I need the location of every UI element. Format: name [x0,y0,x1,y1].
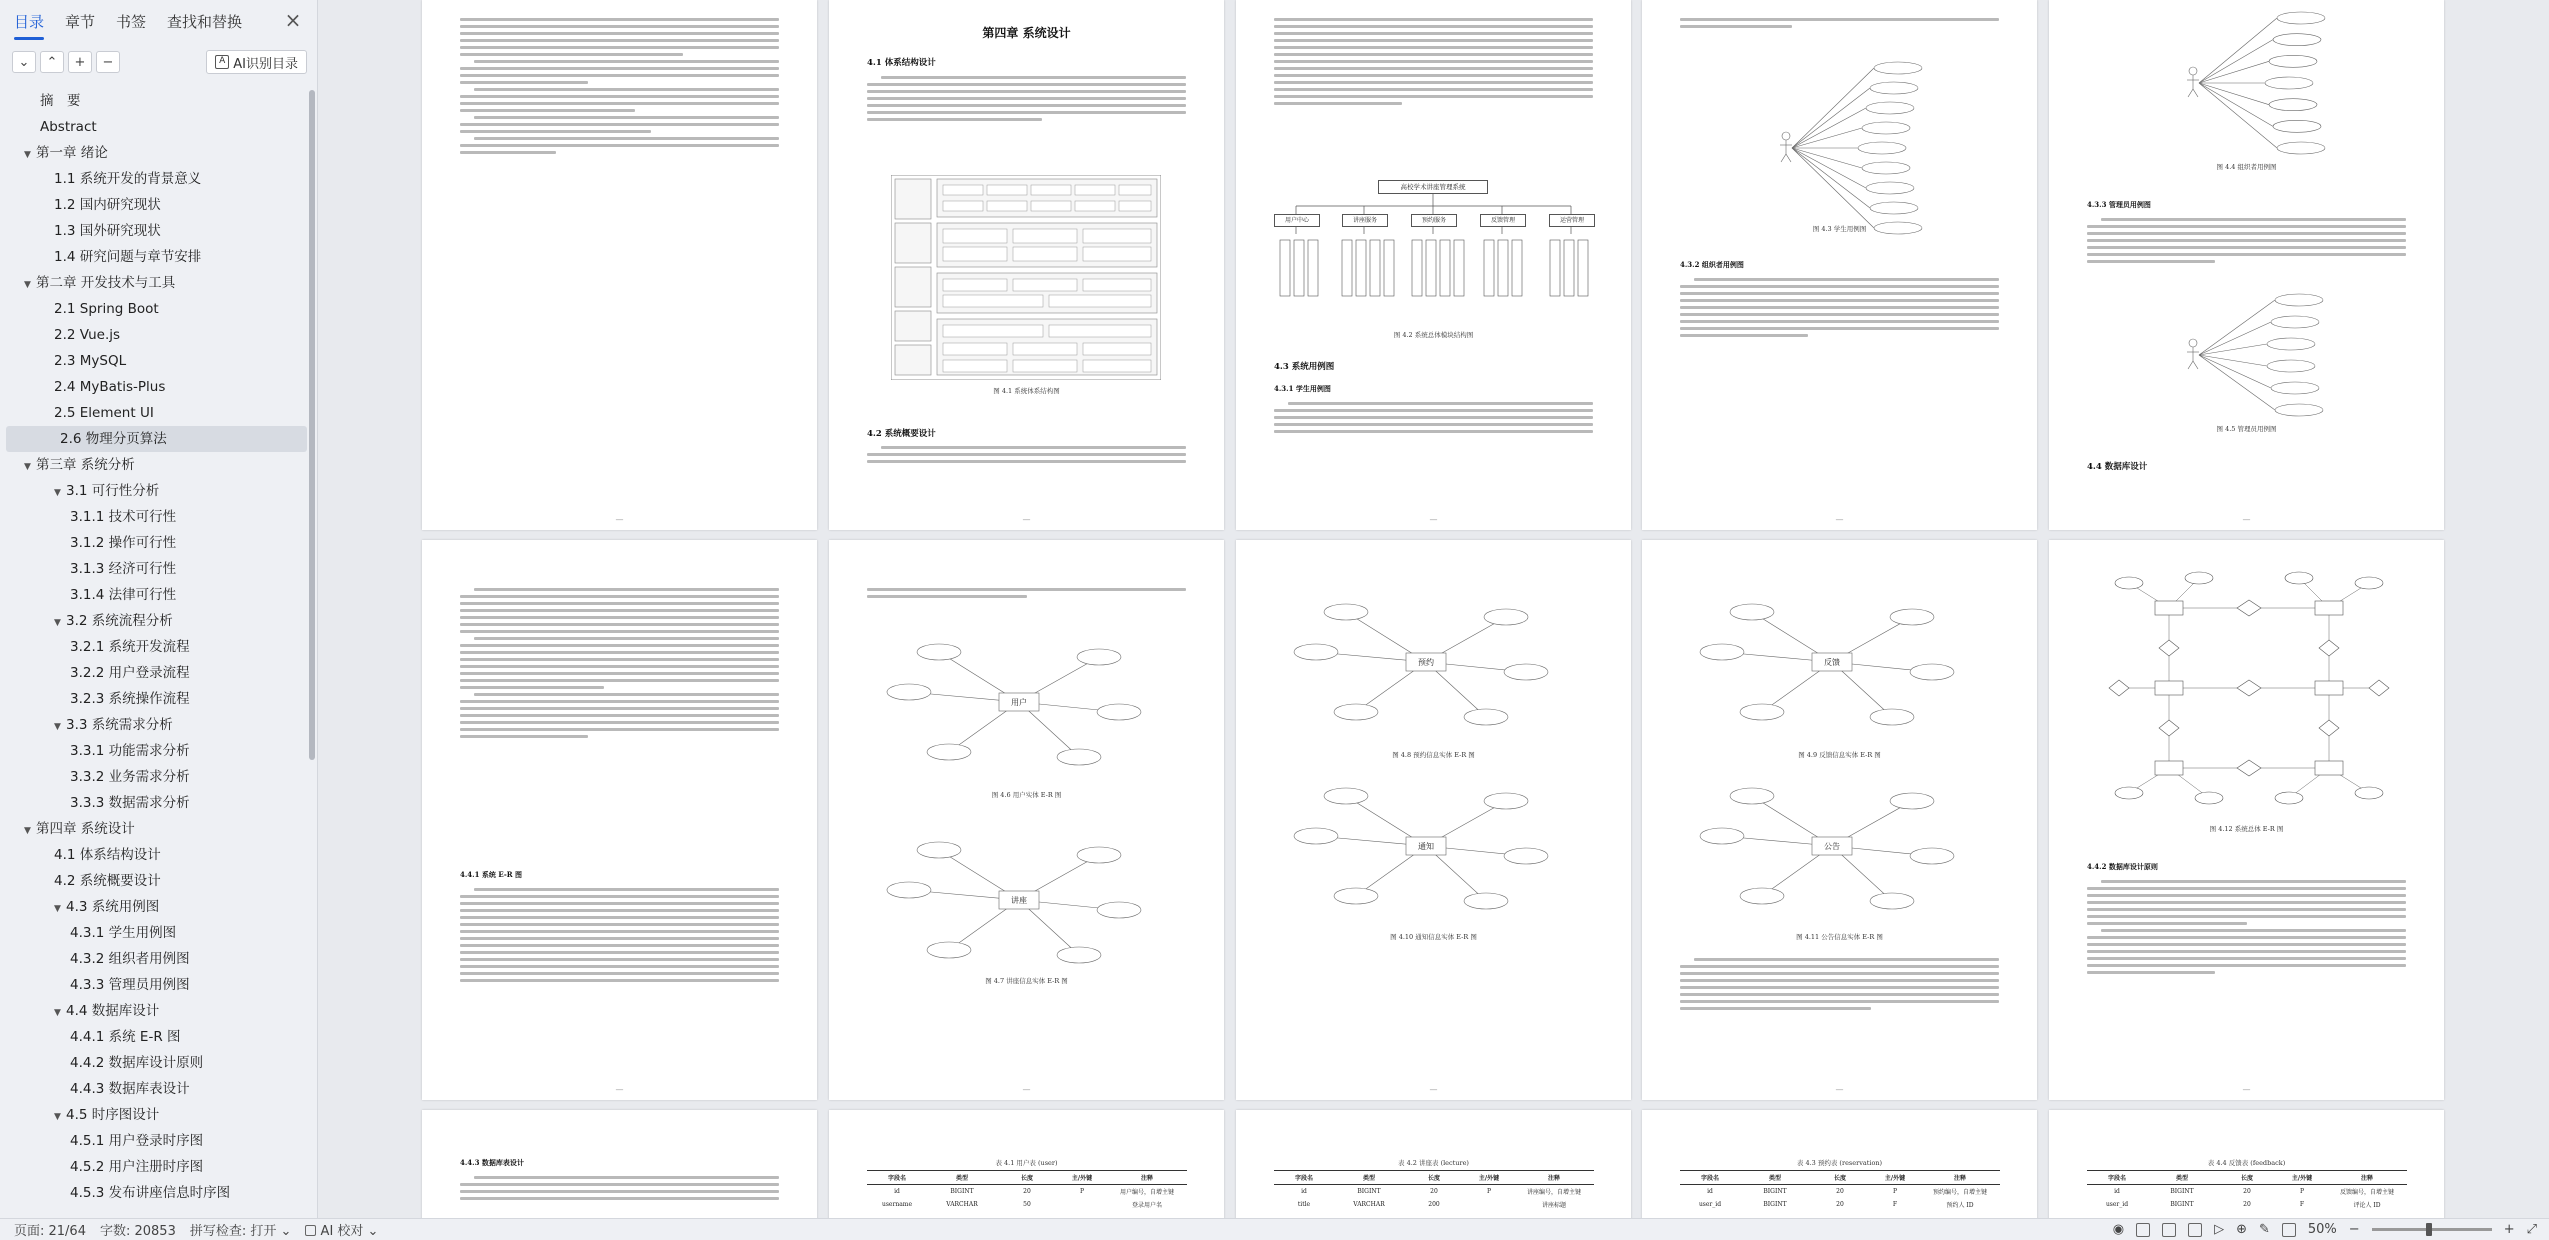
table-cell: 20 [1836,1188,1844,1195]
table-header-cell: 字段名 [1294,1175,1313,1182]
toc-item-label: 4.5.2 用户注册时序图 [70,1159,204,1175]
table-header-cell: 类型 [955,1175,968,1182]
toc-item[interactable] [0,322,317,348]
subsection-heading: 4.3.2 组织者用例图 [1680,260,1744,269]
tab-chapters[interactable]: 章节 [65,13,96,31]
table-caption: 表 4.4 反馈表 (feedback) [2207,1159,2286,1167]
document-page[interactable] [829,540,1224,1100]
toc-item[interactable] [0,816,317,842]
toc-item[interactable] [0,998,317,1024]
table-cell: user_id [2105,1201,2129,1208]
toc-item-label: 3.3.3 数据需求分析 [70,795,190,811]
figure-caption: 图 4.2 系统总体模块结构图 [1393,331,1474,339]
pen-icon[interactable]: ✎ [2258,1222,2270,1237]
toc-item[interactable] [0,270,317,296]
document-page[interactable] [2049,540,2444,1100]
page-footer-mark: — [1022,1085,1031,1094]
toc-item[interactable] [0,842,317,868]
spell-check-label: 拼写检查: 打开 [189,1224,277,1239]
page-footer-mark: — [615,515,624,524]
toc-item-label: 4.5.3 发布讲座信息时序图 [70,1185,231,1201]
table-header-cell: 字段名 [1700,1175,1719,1182]
table-caption: 表 4.3 预约表 (reservation) [1796,1159,1883,1167]
toc-item[interactable] [0,452,317,478]
toc-item-label: 3.3 系统需求分析 [66,717,173,733]
document-page[interactable] [1236,0,1631,530]
reservation-table [1680,1170,2000,1211]
toc-item-label: 第二章 开发技术与工具 [36,275,176,291]
table-cell: F [1892,1201,1898,1208]
eye-icon[interactable]: ◉ [2112,1222,2125,1237]
close-icon[interactable]: × [284,8,302,32]
toc-item-label: 3.1 可行性分析 [66,483,160,499]
module-tree [1266,178,1601,328]
table-cell: 讲座标题 [1541,1202,1566,1209]
tree-module-node: 反馈管理 [1480,214,1526,227]
er-entity-label: 反馈 [1824,658,1840,667]
table-header-cell: 字段名 [2107,1175,2126,1182]
ai-proofread-label: AI 校对 [320,1224,364,1239]
lecture-er-diagram [869,830,1169,970]
tree-module-node: 运营管理 [1549,214,1595,227]
document-page[interactable] [1236,1110,1631,1218]
toc-item-label: 3.2.3 系统操作流程 [70,691,190,707]
remove-icon[interactable]: − [96,51,120,73]
table-header-cell: 注释 [1547,1175,1560,1182]
toc-item-label: 1.3 国外研究现状 [54,223,161,239]
table-header-cell: 注释 [1953,1175,1966,1182]
toc-item-label: 2.3 MySQL [54,353,127,369]
table-header-cell: 主/外键 [1071,1175,1093,1182]
toc-item-label: 3.2.2 用户登录流程 [70,665,190,681]
figure-caption: 图 4.1 系统体系结构图 [993,387,1060,395]
page-view-icon[interactable] [2136,1223,2150,1237]
table-cell: 20 [1836,1201,1844,1208]
table-caption: 表 4.2 讲座表 (lecture) [1398,1159,1469,1167]
table-cell: BIGINT [1763,1201,1787,1208]
notice-er-diagram [1276,776,1576,916]
er-entity-label: 预约 [1418,658,1434,667]
table-cell: 登录用户名 [1131,1202,1162,1209]
table-cell: 评论人 ID [2353,1202,2381,1209]
caret-down-icon[interactable]: ▼ [54,488,61,498]
architecture-diagram [891,175,1161,380]
table-header-cell: 类型 [1362,1175,1375,1182]
toc-item-label: 3.3.1 功能需求分析 [70,743,190,759]
table-row [1274,1198,1594,1211]
toc-item-label: 1.2 国内研究现状 [54,197,161,213]
document-page[interactable] [422,540,817,1100]
er-entity-label: 公告 [1824,842,1840,851]
table-cell: username [881,1201,913,1208]
toc-item-label: 4.5 时序图设计 [66,1107,160,1123]
status-bar [0,1218,2549,1240]
toc-item[interactable] [0,192,317,218]
toc-item[interactable] [0,582,317,608]
figure-caption: 图 4.10 通知信息实体 E-R 图 [1390,933,1477,941]
subsection-heading: 4.4.3 数据库表设计 [460,1158,524,1167]
table-header-cell: 类型 [1768,1175,1781,1182]
table-header-cell: 主/外键 [1884,1175,1906,1182]
table-cell: P [1892,1188,1898,1195]
toc-item[interactable] [0,1180,317,1206]
web-view-icon[interactable]: ⊕ [2236,1222,2247,1237]
toc-item[interactable] [0,764,317,790]
toc-item[interactable] [0,114,317,140]
section-heading: 4.1 体系结构设计 [867,58,936,68]
document-page[interactable] [829,1110,1224,1218]
table-cell: 讲座编号，自增主键 [1526,1189,1581,1196]
table-cell: id [2114,1188,2120,1195]
admin-use-case-diagram [2169,290,2369,420]
ai-proofread-button[interactable]: AI 校对 ⌄ [305,1220,378,1239]
page-footer-mark: — [1429,1085,1438,1094]
table-row [1680,1198,2000,1211]
lecture-table [1274,1170,1594,1211]
document-page[interactable] [2049,1110,2444,1218]
toc-item[interactable] [0,660,317,686]
table-row [1680,1185,2000,1199]
body-text [2087,214,2406,267]
section-heading: 4.2 系统概要设计 [867,429,936,439]
toc-item-label: 4.2 系统概要设计 [54,873,161,889]
document-page[interactable] [829,0,1224,530]
toc-item-label: 4.4.1 系统 E-R 图 [70,1029,181,1045]
table-row [1274,1185,1594,1199]
subsection-heading: 4.3.1 学生用例图 [1274,384,1331,393]
toc-item-label: 3.1.1 技术可行性 [70,509,177,525]
table-cell: BIGINT [2170,1201,2194,1208]
toc-item-label: 2.2 Vue.js [54,327,121,343]
tree-module-node: 讲座服务 [1342,214,1388,227]
tab-find-replace[interactable]: 查找和替换 [167,13,243,31]
figure-caption: 图 4.12 系统总体 E-R 图 [2209,825,2284,833]
page-footer-mark: — [1835,515,1844,524]
toc-item[interactable] [6,426,307,452]
document-page[interactable] [1236,540,1631,1100]
table-header-cell: 类型 [2175,1175,2188,1182]
body-text [1274,398,1593,437]
table-header-cell: 字段名 [887,1175,906,1182]
table-cell: BIGINT [1763,1188,1787,1195]
figure-caption: 图 4.8 预约信息实体 E-R 图 [1392,751,1475,759]
table-header-cell: 主/外键 [2291,1175,2313,1182]
toc-item[interactable] [0,88,317,114]
toc-item-label: 4.5.1 用户登录时序图 [70,1133,204,1149]
zoom-in-icon[interactable]: + [2503,1222,2515,1237]
body-text [1680,954,1999,1014]
reservation-er-diagram [1276,592,1576,732]
toc-item[interactable] [0,1024,317,1050]
body-text [1680,274,1999,341]
table-cell: 50 [1023,1201,1031,1208]
table-cell: title [1297,1201,1311,1208]
table-cell: P [1486,1188,1492,1195]
body-text [867,584,1186,602]
toc-item[interactable] [0,972,317,998]
page-footer-mark: — [2242,515,2251,524]
toc-item[interactable] [0,790,317,816]
spell-check-toggle[interactable]: 拼写检查: 打开 ⌄ [189,1224,292,1239]
er-entity-label: 通知 [1418,842,1434,851]
table-cell [1464,1198,1514,1211]
caret-down-icon[interactable]: ▼ [54,904,61,914]
table-row [867,1198,1187,1211]
toc-item[interactable] [0,1050,317,1076]
page-footer-mark: — [1835,1085,1844,1094]
body-text [2087,876,2406,978]
toc-item-label: 3.3.2 业务需求分析 [70,769,190,785]
user-er-diagram [869,632,1169,772]
table-row [867,1185,1187,1199]
nav-tabs [0,0,317,42]
table-header-cell: 主/外键 [1478,1175,1500,1182]
toc-item-label: 第三章 系统分析 [36,457,135,473]
page-footer-mark: — [2242,1085,2251,1094]
toc-item[interactable] [0,140,317,166]
toc-list [0,82,317,1206]
table-caption: 表 4.1 用户表 (user) [995,1159,1058,1167]
table-cell: 用户编号，自增主键 [1119,1189,1174,1196]
table-cell: P [1079,1188,1085,1195]
figure-caption: 图 4.7 讲座信息实体 E-R 图 [985,977,1068,985]
table-cell: VARCHAR [1353,1201,1385,1208]
toc-item-label: 3.1.4 法律可行性 [70,587,177,603]
ai-toc-label: AI识别目录 [233,56,298,72]
outline-view-icon[interactable] [2188,1223,2202,1237]
table-cell: BIGINT [950,1188,974,1195]
figure-caption: 图 4.9 反馈信息实体 E-R 图 [1798,751,1881,759]
student-use-case-diagram [1762,58,1962,238]
word-count[interactable]: 字数: 20853 [99,1224,176,1239]
body-text [460,1172,779,1204]
table-cell: 20 [1430,1188,1438,1195]
table-cell: 20 [1023,1188,1031,1195]
toc-item[interactable] [0,946,317,972]
tree-module-node: 用户中心 [1274,214,1320,227]
table-cell: BIGINT [2170,1188,2194,1195]
zoom-level[interactable]: 50% [2307,1222,2337,1237]
nav-scrollbar[interactable] [309,90,315,760]
page-footer-mark: — [1429,515,1438,524]
toc-item-label: Abstract [40,119,97,135]
caret-down-icon[interactable]: ▼ [24,280,31,290]
table-cell [1057,1198,1107,1211]
toc-item[interactable] [0,244,317,270]
toc-item[interactable] [0,530,317,556]
subsection-heading: 4.4.2 数据库设计原则 [2087,862,2158,871]
body-text [867,72,1186,125]
toc-item-label: 4.4.2 数据库设计原则 [70,1055,204,1071]
toc-item-label: 2.6 物理分页算法 [60,431,167,447]
toc-item-label: 4.4 数据库设计 [66,1003,160,1019]
caret-down-icon[interactable]: ▼ [24,826,31,836]
toc-item[interactable] [0,1154,317,1180]
table-header-cell: 注释 [2360,1175,2373,1182]
chevron-up-icon[interactable]: ⌃ [40,51,64,73]
toc-item-label: 3.1.2 操作可行性 [70,535,177,551]
toc-item-label: 4.4.3 数据库表设计 [70,1081,190,1097]
toc-item[interactable] [0,634,317,660]
toc-item-label: 3.1.3 经济可行性 [70,561,177,577]
table-cell: id [894,1188,900,1195]
figure-caption: 图 4.11 公告信息实体 E-R 图 [1796,933,1883,941]
ai-toc-button[interactable] [206,50,307,74]
tree-module-node: 预约服务 [1411,214,1457,227]
toc-item-label: 1.4 研究问题与章节安排 [54,249,202,265]
toc-item[interactable] [0,738,317,764]
document-page[interactable] [2049,0,2444,530]
toc-item[interactable] [0,608,317,634]
toc-item[interactable] [0,1102,317,1128]
toc-item[interactable] [0,556,317,582]
table-row [2087,1185,2407,1199]
page-indicator[interactable]: 页面: 21/64 [14,1224,86,1239]
toc-item[interactable] [0,478,317,504]
table-header-cell: 长度 [1833,1175,1846,1182]
section-heading: 4.4 数据库设计 [2087,462,2148,472]
caret-down-icon[interactable]: ▼ [54,722,61,732]
table-cell: BIGINT [1357,1188,1381,1195]
toc-item[interactable] [0,348,317,374]
caret-down-icon[interactable]: ▼ [24,150,31,160]
table-cell: 20 [2243,1188,2251,1195]
toc-item[interactable] [0,868,317,894]
toc-toolbar [0,42,317,82]
toc-item[interactable] [0,686,317,712]
organizer-use-case-diagram [2169,8,2369,158]
figure-caption: 图 4.3 学生用例图 [1812,225,1867,233]
caret-down-icon[interactable]: ▼ [54,618,61,628]
table-cell: VARCHAR [946,1201,978,1208]
toc-item[interactable] [0,374,317,400]
subsection-heading: 4.4.1 系统 E-R 图 [460,870,522,879]
body-text [1680,14,1999,32]
er-entity-label: 用户 [1011,698,1027,707]
table-header-cell: 长度 [2240,1175,2253,1182]
document-page[interactable] [422,0,817,530]
toc-item[interactable] [0,894,317,920]
zoom-slider[interactable] [2372,1228,2492,1231]
toc-item[interactable] [0,166,317,192]
table-cell: P [2299,1188,2305,1195]
zoom-out-icon[interactable]: − [2348,1222,2360,1237]
toc-item-label: 4.3.3 管理员用例图 [70,977,190,993]
toc-item[interactable] [0,504,317,530]
ai-proofread-icon [305,1225,316,1236]
zoom-slider-handle[interactable] [2426,1223,2432,1236]
table-cell: 200 [1428,1201,1440,1208]
table-cell: 反馈编号，自增主键 [2339,1189,2394,1196]
toc-item-label: 4.3 系统用例图 [66,899,160,915]
table-cell: id [1707,1188,1713,1195]
toc-item-label: 4.1 体系结构设计 [54,847,161,863]
table-row [2087,1198,2407,1211]
play-icon[interactable]: ▷ [2214,1222,2225,1237]
fullscreen-icon[interactable]: ⤢ [2526,1222,2537,1237]
table-cell: 预约编号，自增主键 [1932,1189,1987,1196]
toc-item[interactable] [0,1076,317,1102]
body-text [460,14,779,158]
overall-er-diagram [2089,568,2409,808]
ai-icon: A [215,55,229,69]
caret-down-icon[interactable]: ▼ [54,1112,61,1122]
tab-bookmarks[interactable]: 书签 [116,13,147,31]
table-cell: id [1301,1188,1307,1195]
read-mode-icon[interactable] [2162,1223,2176,1237]
body-text [460,884,779,986]
document-page[interactable] [1642,540,2037,1100]
announcement-er-diagram [1682,776,1982,916]
figure-caption: 图 4.6 用户实体 E-R 图 [991,791,1062,799]
toc-item-label: 4.3.2 组织者用例图 [70,951,190,967]
toc-item[interactable] [0,296,317,322]
toc-item[interactable] [0,1128,317,1154]
user-table [867,1170,1187,1211]
tree-root-node: 高校学术讲座管理系统 [1378,180,1488,194]
body-text [867,442,1186,467]
feedback-table [2087,1170,2407,1211]
feedback-er-diagram [1682,592,1982,732]
toc-item[interactable] [0,920,317,946]
document-page[interactable] [1642,0,2037,530]
toc-item[interactable] [0,712,317,738]
toc-item-label: 2.1 Spring Boot [54,301,159,317]
toc-item-label: 3.2.1 系统开发流程 [70,639,190,655]
navigation-pane [0,0,318,1218]
toc-item-label: 1.1 系统开发的背景意义 [54,171,202,187]
toc-item-label: 2.5 Element UI [54,405,154,421]
toc-item[interactable] [0,400,317,426]
figure-caption: 图 4.4 组织者用例图 [2216,163,2277,171]
chapter-title: 第四章 系统设计 [982,26,1071,40]
chevron-down-icon[interactable]: ⌄ [12,51,36,73]
toc-item-label: 3.2 系统流程分析 [66,613,173,629]
subsection-heading: 4.3.3 管理员用例图 [2087,200,2151,209]
document-canvas[interactable] [319,0,2549,1218]
document-page[interactable] [422,1110,817,1218]
table-cell: 预约人 ID [1946,1202,1974,1209]
body-text [460,584,779,742]
caret-down-icon[interactable]: ▼ [24,462,31,472]
table-cell: F [2299,1201,2305,1208]
toc-item-label: 2.4 MyBatis-Plus [54,379,166,395]
section-heading: 4.3 系统用例图 [1274,362,1335,372]
figure-caption: 图 4.5 管理员用例图 [2216,425,2277,433]
er-entity-label: 讲座 [1011,896,1027,905]
toc-item-label: 4.3.1 学生用例图 [70,925,177,941]
toc-item[interactable] [0,218,317,244]
table-cell: user_id [1698,1201,1722,1208]
body-text [1274,14,1593,109]
caret-down-icon[interactable]: ▼ [54,1008,61,1018]
toc-item-label: 摘 要 [40,93,81,109]
toc-item-label: 第一章 绪论 [36,145,108,161]
table-header-cell: 长度 [1427,1175,1440,1182]
document-page[interactable] [1642,1110,2037,1218]
page-footer-mark: — [1022,515,1031,524]
fit-page-icon[interactable] [2282,1223,2296,1237]
table-cell: 20 [2243,1201,2251,1208]
table-header-cell: 注释 [1140,1175,1153,1182]
page-footer-mark: — [615,1085,624,1094]
add-icon[interactable]: + [68,51,92,73]
toc-item-label: 第四章 系统设计 [36,821,135,837]
table-header-cell: 长度 [1020,1175,1033,1182]
tab-toc[interactable]: 目录 [14,11,55,42]
